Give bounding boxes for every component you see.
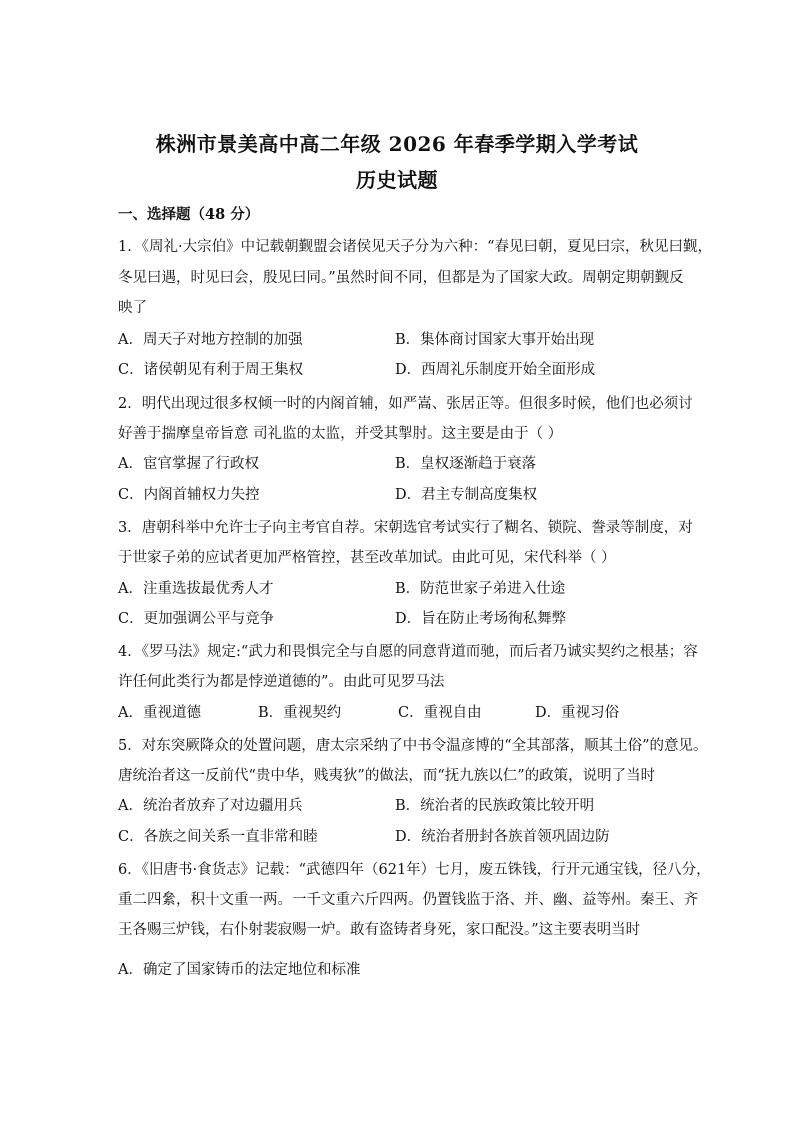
option-a: A．宦官掌握了行政权 [118,456,259,472]
option-a: A．确定了国家铸币的法定地位和标准 [118,962,361,978]
exam-subtitle: 历史试题 [356,168,438,192]
option-d: D．旨在防止考场徇私舞弊 [395,611,567,627]
question-line: 4．《罗马法》规定:“武力和畏惧完全与自愿的同意背道而驰，而后者乃诚实契约之根基；容 [118,644,698,660]
option-c: C．内阁首辅权力失控 [118,487,260,503]
question-line: 映了 [118,300,147,316]
option-c: C．诸侯朝见有利于周王集权 [118,362,304,378]
section-heading: 一、选择题（48 分） [118,206,260,223]
question-line: 5．对东突厥降众的处置问题，唐太宗采纳了中书令温彦博的“全其部落，顺其土俗”的意见。 [118,738,708,754]
question-line: 王各赐三炉钱，右仆射裴寂赐一炉。敢有盗铸者身死，家口配没。”这主要表明当时 [118,922,641,938]
exam-title: 株洲市景美高中高二年级 2026 年春季学期入学考试 [155,132,639,156]
question-line: 于世家子弟的应试者更加严格管控，甚至改革加试。由此可见，宋代科举（ ） [118,550,616,566]
question-line: 1．《周礼·大宗伯》中记载朝觐盟会诸侯见天子分为六种：“春见曰朝，夏见曰宗，秋见曰觐， [118,239,712,255]
question-line: 冬见曰遇，时见曰会，殷见曰同。”虽然时间不同，但都是为了国家大政。周朝定期朝觐反 [118,270,684,286]
question-line: 好善于揣摩皇帝旨意 司礼监的太监，并受其掣肘。这主要是由于（ ） [118,426,563,442]
question-line: 6．《旧唐书·食货志》记载：“武德四年（621年）七月，废五铢钱，行开元通宝钱，径八分， [118,862,711,878]
option-b: B．防范世家子弟进入仕途 [395,581,566,597]
question-line: 3．唐朝科举中允许士子向主考官自荐。宋朝选官考试实行了糊名、锁院、誊录等制度，对 [118,520,693,536]
option-d: D．重视习俗 [535,705,620,721]
option-c: C．更加强调公平与竞争 [118,611,275,627]
option-a: A．重视道德 [118,705,201,721]
question-line: 重二四絫，积十文重一两。一千文重六斤四两。仍置钱监于洛、并、幽、益等州。秦王、齐 [118,892,698,908]
option-d: D．西周礼乐制度开始全面形成 [395,362,596,378]
option-c: C．各族之间关系一直非常和睦 [118,829,318,845]
option-d: D．君主专制高度集权 [395,487,538,503]
question-line: 2．明代出现过很多权倾一时的内阁首辅，如严嵩、张居正等。但很多时候，他们也必须讨 [118,396,693,412]
option-b: B．统治者的民族政策比较开明 [395,798,595,814]
option-a: A．周天子对地方控制的加强 [118,332,303,348]
option-c: C．重视自由 [398,705,482,721]
option-a: A．统治者放弃了对边疆用兵 [118,798,303,814]
question-line: 许任何此类行为都是悖逆道德的”。由此可见罗马法 [118,674,445,690]
option-b: B．重视契约 [258,705,342,721]
option-b: B．集体商讨国家大事开始出现 [395,332,595,348]
option-a: A．注重选拔最优秀人才 [118,581,274,597]
option-d: D．统治者册封各族首领巩固边防 [395,829,610,845]
question-line: 唐统治者这一反前代“贵中华，贱夷狄”的做法，而“抚九族以仁”的政策，说明了当时 [118,768,656,784]
option-b: B．皇权逐渐趋于衰落 [395,456,537,472]
